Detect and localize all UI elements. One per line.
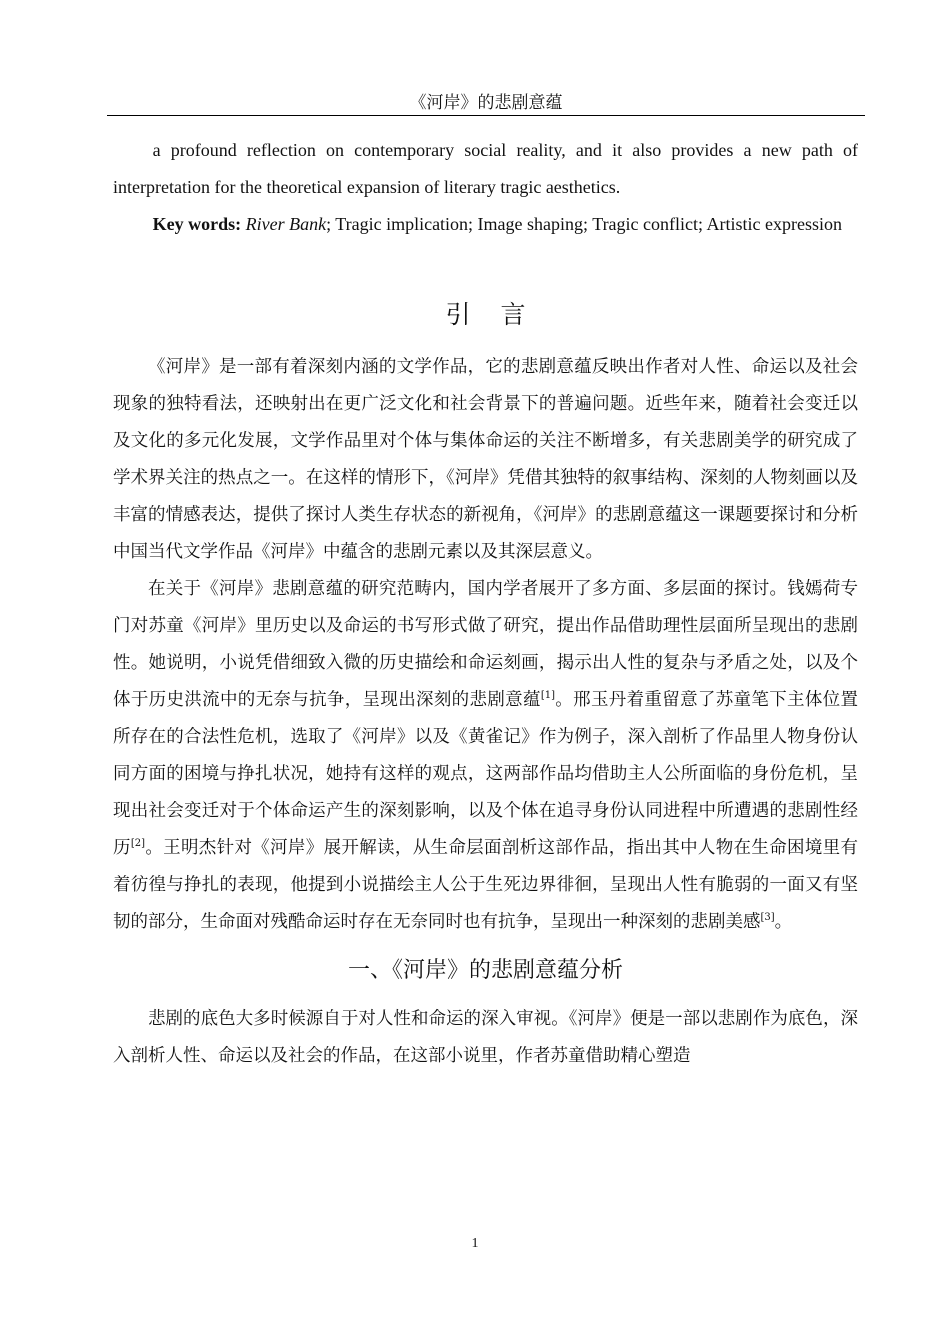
page-number: 1: [471, 1236, 479, 1251]
intro-p2-part-a: 在关于《河岸》悲剧意蕴的研究范畴内，国内学者展开了多方面、多层面的探讨。钱嫣荷专门对苏童《河岸》里历史以及命运的书写形式做了研究，提出作品借助理性层面所呈现出的悲剧性。她说明，小说凭借细致入微的历史描绘和命运刻画，揭示出人性的复杂与矛盾之处，以及个体于历史洪流中的无奈与抗争，呈现出深刻的悲剧意蕴: [113, 579, 858, 710]
intro-paragraph-2: [113, 571, 858, 941]
intro-p2-part-c: 。王明杰针对《河岸》展开解读，从生命层面剖析这部作品，指出其中人物在生命困境里有着彷徨与挣扎的表现，他提到小说描绘主人公于生死边界徘徊，呈现出人性有脆弱的一面又有坚韧的部分，生命面对残酷命运时存在无奈同时也有抗争，呈现出一种深刻的悲剧美感: [113, 838, 858, 932]
keywords-title: River Bank: [245, 214, 327, 234]
running-header: 《河岸》的悲剧意蕴: [409, 93, 563, 113]
citation-3[interactable]: [3]: [760, 912, 775, 923]
page-content: [113, 132, 858, 1075]
section-1-heading: 一、《河岸》的悲剧意蕴分析: [347, 958, 623, 983]
intro-heading: 引言: [445, 300, 556, 329]
intro-p2-part-d: 。: [774, 912, 793, 932]
keywords-line: [113, 206, 858, 243]
keywords-label: Key words:: [152, 214, 242, 234]
section-1-paragraph-1: 悲剧的底色大多时候源自于对人性和命运的深入审视。《河岸》便是一部以悲剧作为底色，深入剖析人性、命运以及社会的作品，在这部小说里，作者苏童借助精心塑造: [113, 1009, 858, 1066]
header-rule: [107, 115, 865, 116]
abstract-en-continuation: a profound reflection on contemporary social reality, and it also provides a new path of interpretation for the theoretical expansion of literary tragic aesthetics.: [113, 140, 858, 197]
citation-2[interactable]: [2]: [130, 838, 145, 849]
keywords-rest: ; Tragic implication; Image shaping; Tragic conflict; Artistic expression: [326, 214, 842, 234]
citation-1[interactable]: [1]: [540, 690, 555, 701]
intro-p2-part-b: 。邢玉丹着重留意了苏童笔下主体位置所存在的合法性危机，选取了《河岸》以及《黄雀记》作为例子，深入剖析了作品里人物身份认同方面的困境与挣扎状况，她持有这样的观点，这两部作品均借助主人公所面临的身份危机，呈现出社会变迁对于个体命运产生的深刻影响，以及个体在追寻身份认同进程中所遭遇的悲剧性经历: [113, 690, 859, 858]
intro-paragraph-1: 《河岸》是一部有着深刻内涵的文学作品，它的悲剧意蕴反映出作者对人性、命运以及社会现象的独特看法，还映射出在更广泛文化和社会背景下的普遍问题。近些年来，随着社会变迁以及文化的多元化发展，文学作品里对个体与集体命运的关注不断增多，有关悲剧美学的研究成了学术界关注的热点之一。在这样的情形下，《河岸》凭借其独特的叙事结构、深刻的人物刻画以及丰富的情感表达，提供了探讨人类生存状态的新视角，《河岸》的悲剧意蕴这一课题要探讨和分析中国当代文学作品《河岸》中蕴含的悲剧元素以及其深层意义。: [113, 357, 858, 562]
